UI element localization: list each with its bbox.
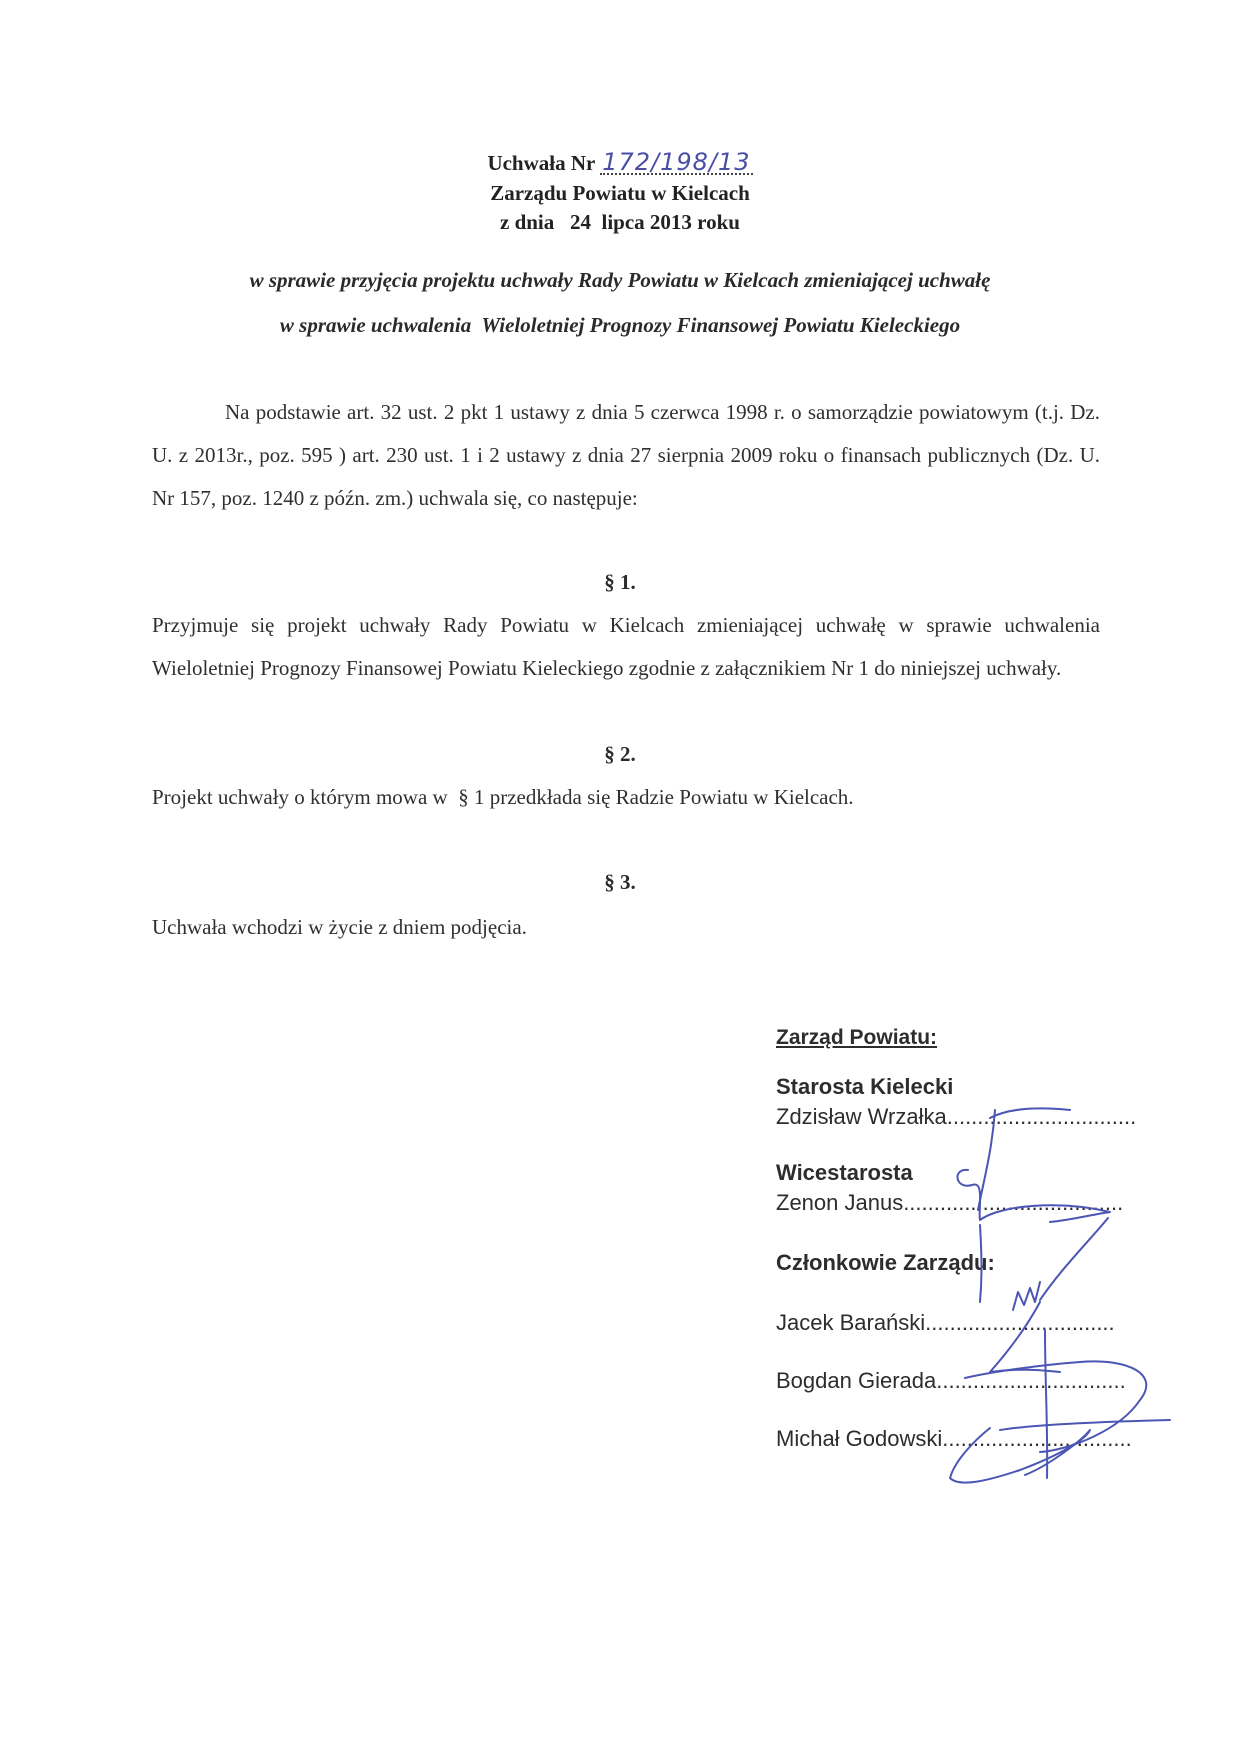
section-2-sign: § 2.	[604, 742, 636, 766]
board-member-3: Michał Godowski...............................	[776, 1426, 1132, 1451]
resolution-number-prefix: Uchwała Nr	[487, 151, 595, 175]
handwritten-resolution-number: 172/198/13	[602, 148, 751, 176]
section-3-text: Uchwała wchodzi w życie z dniem podjęcia.	[152, 915, 527, 939]
section-1-text: Przyjmuje się projekt uchwały Rady Powiatu w Kielcach zmieniającej uchwałę w sprawie uchwalenia Wieloletniej Prognozy Finansowej Powiatu Kieleckiego zgodnie z załącznikiem Nr 1 do niniejszej uchwały.	[152, 613, 1100, 680]
wicestarosta-role: Wicestarosta	[776, 1160, 913, 1185]
signature-gierada	[965, 1330, 1146, 1478]
starosta-name: Zdzisław Wrzałka...............................	[776, 1104, 1137, 1129]
wicestarosta-name: Zenon Janus....................................	[776, 1190, 1124, 1215]
subject-line-2: w sprawie uchwalenia Wieloletniej Prognozy Finansowej Powiatu Kieleckiego	[279, 313, 961, 337]
resolution-date: z dnia 24 lipca 2013 roku	[500, 210, 740, 234]
section-2-text: Projekt uchwały o którym mowa w § 1 przedkłada się Radzie Powiatu w Kielcach.	[152, 785, 854, 809]
board-title: Zarząd Powiatu:	[776, 1026, 938, 1049]
section-1-sign: § 1.	[604, 570, 636, 594]
section-3-sign: § 3.	[604, 870, 636, 894]
resolution-number-line	[0, 148, 1240, 176]
board-member-1: Jacek Barański...............................	[776, 1310, 1115, 1335]
starosta-role: Starosta Kielecki	[776, 1074, 954, 1099]
signature-baranski	[990, 1218, 1108, 1372]
legal-basis-paragraph: Na podstawie art. 32 ust. 2 pkt 1 ustawy z dnia 5 czerwca 1998 r. o samorządzie powiatowym (t.j. Dz. U. z 2013r., poz. 595 ) art. 230 ust. 1 i 2 ustawy z dnia 27 sierpnia 2009 roku o finansach publicznych (Dz. U. Nr 157, poz. 1240 z późn. zm.) uchwala się, co następuje:	[152, 400, 1100, 510]
issuing-body: Zarządu Powiatu w Kielcach	[490, 181, 750, 205]
subject-line-1: w sprawie przyjęcia projektu uchwały Rady Powiatu w Kielcach zmieniającej uchwałę	[249, 268, 991, 292]
board-member-2: Bogdan Gierada...............................	[776, 1368, 1126, 1393]
board-members-title: Członkowie Zarządu:	[776, 1250, 995, 1275]
